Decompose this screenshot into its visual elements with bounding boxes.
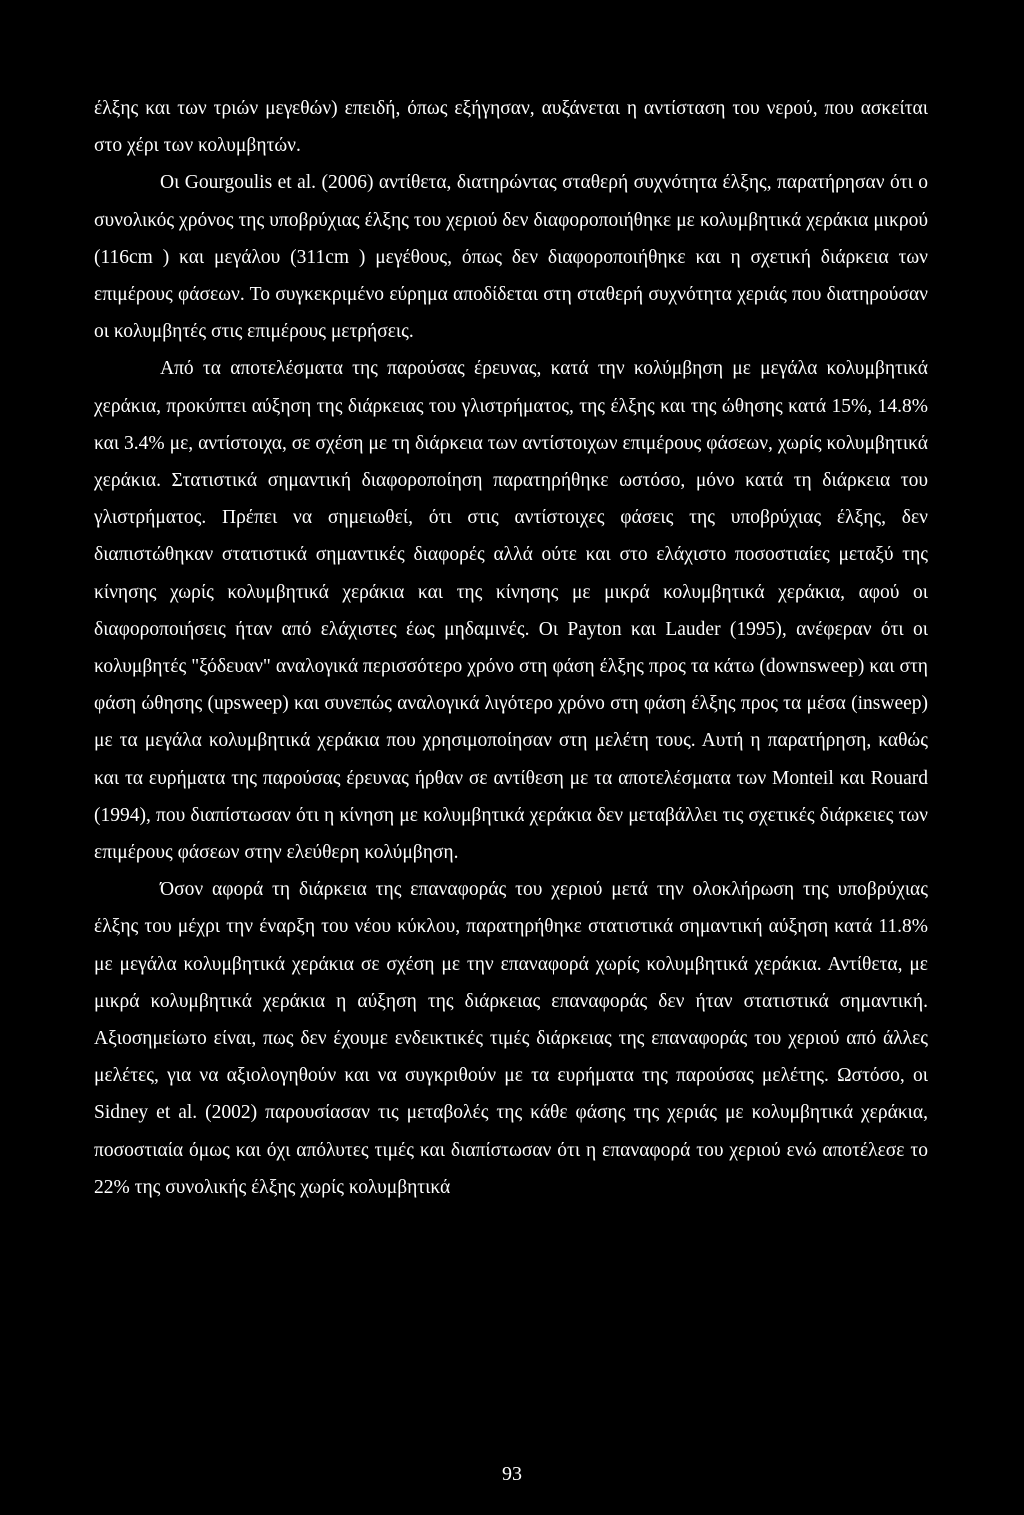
paragraph-2: Οι Gourgoulis et al. (2006) αντίθετα, διατηρώντας σταθερή συχνότητα έλξης, παρατήρησαν ότι ο συνολικός χρόνος της υποβρύχιας έλξης του χεριού δεν διαφοροποιήθηκε με κολυμβητικά χεράκια μικρού (116cm ) και μεγάλου (311cm ) μεγέθους, όπως δεν διαφοροποιήθηκε και η σχετική διάρκεια των επιμέρους φάσεων. Το συγκεκριμένο εύρημα αποδίδεται στη σταθερή συχνότητα χεριάς που διατηρούσαν οι κολυμβητές στις επιμέρους μετρήσεις. [94,172,928,343]
body-text [94,90,928,1206]
paragraph-4: Όσον αφορά τη διάρκεια της επαναφοράς του χεριού μετά την ολοκλήρωση της υποβρύχιας έλξης του μέχρι την έναρξη του νέου κύκλου, παρατηρήθηκε στατιστικά σημαντική αύξηση κατά 11.8% με μεγάλα κολυμβητικά χεράκια σε σχέση με την επαναφορά χωρίς κολυμβητικά χεράκια. Αντίθετα, με μικρά κολυμβητικά χεράκια η αύξηση της διάρκειας επαναφοράς δεν ήταν στατιστικά σημαντική. Αξιοσημείωτο είναι, πως δεν έχουμε ενδεικτικές τιμές διάρκειας της επαναφοράς του χεριού από άλλες μελέτες, για να αξιολογηθούν και να συγκριθούν με τα ευρήματα της παρούσας μελέτης. Ωστόσο, οι Sidney et al. (2002) παρουσίασαν τις μεταβολές της κάθε φάσης της χεριάς με κολυμβητικά χεράκια, ποσοστιαία όμως και όχι απόλυτες τιμές και διαπίστωσαν ότι η επαναφορά του χεριού ενώ αποτέλεσε το 22% της συνολικής έλξης χωρίς κολυμβητικά [94,879,928,1198]
paragraph-1: έλξης και των τριών μεγεθών) επειδή, όπως εξήγησαν, αυξάνεται η αντίσταση του νερού, που ασκείται στο χέρι των κολυμβητών. [94,98,928,157]
paragraph-3: Από τα αποτελέσματα της παρούσας έρευνας, κατά την κολύμβηση με μεγάλα κολυμβητικά χεράκια, προκύπτει αύξηση της διάρκειας του γλιστρήματος, της έλξης και της ώθησης κατά 15%, 14.8% και 3.4% με, αντίστοιχα, σε σχέση με τη διάρκεια των αντίστοιχων επιμέρους φάσεων, χωρίς κολυμβητικά χεράκια. Στατιστικά σημαντική διαφοροποίηση παρατηρήθηκε ωστόσο, μόνο κατά τη διάρκεια του γλιστρήματος. Πρέπει να σημειωθεί, ότι στις αντίστοιχες φάσεις της υποβρύχιας έλξης, δεν διαπιστώθηκαν στατιστικά σημαντικές διαφορές αλλά ούτε και στο ελάχιστο ποσοστιαίες μεταξύ της κίνησης χωρίς κολυμβητικά χεράκια και της κίνησης με μικρά κολυμβητικά χεράκια, αφού οι διαφοροποιήσεις ήταν από ελάχιστες έως μηδαμινές. Οι Payton και Lauder (1995), ανέφεραν ότι οι κολυμβητές "ξόδευαν" αναλογικά περισσότερο χρόνο στη φάση έλξης προς τα κάτω (downsweep) και στη φάση ώθησης (upsweep) και συνεπώς αναλογικά λιγότερο χρόνο στη φάση έλξης προς τα μέσα (insweep) με τα μεγάλα κολυμβητικά χεράκια που χρησιμοποίησαν στη μελέτη τους. Αυτή η παρατήρηση, καθώς και τα ευρήματα της παρούσας έρευνας ήρθαν σε αντίθεση με τα αποτελέσματα των Monteil και Rouard (1994), που διαπίστωσαν ότι η κίνηση με κολυμβητικά χεράκια δεν μεταβάλλει τις σχετικές διάρκειες των επιμέρους φάσεων στην ελεύθερη κολύμβηση. [94,358,928,864]
page-number: 93 [502,1463,522,1485]
